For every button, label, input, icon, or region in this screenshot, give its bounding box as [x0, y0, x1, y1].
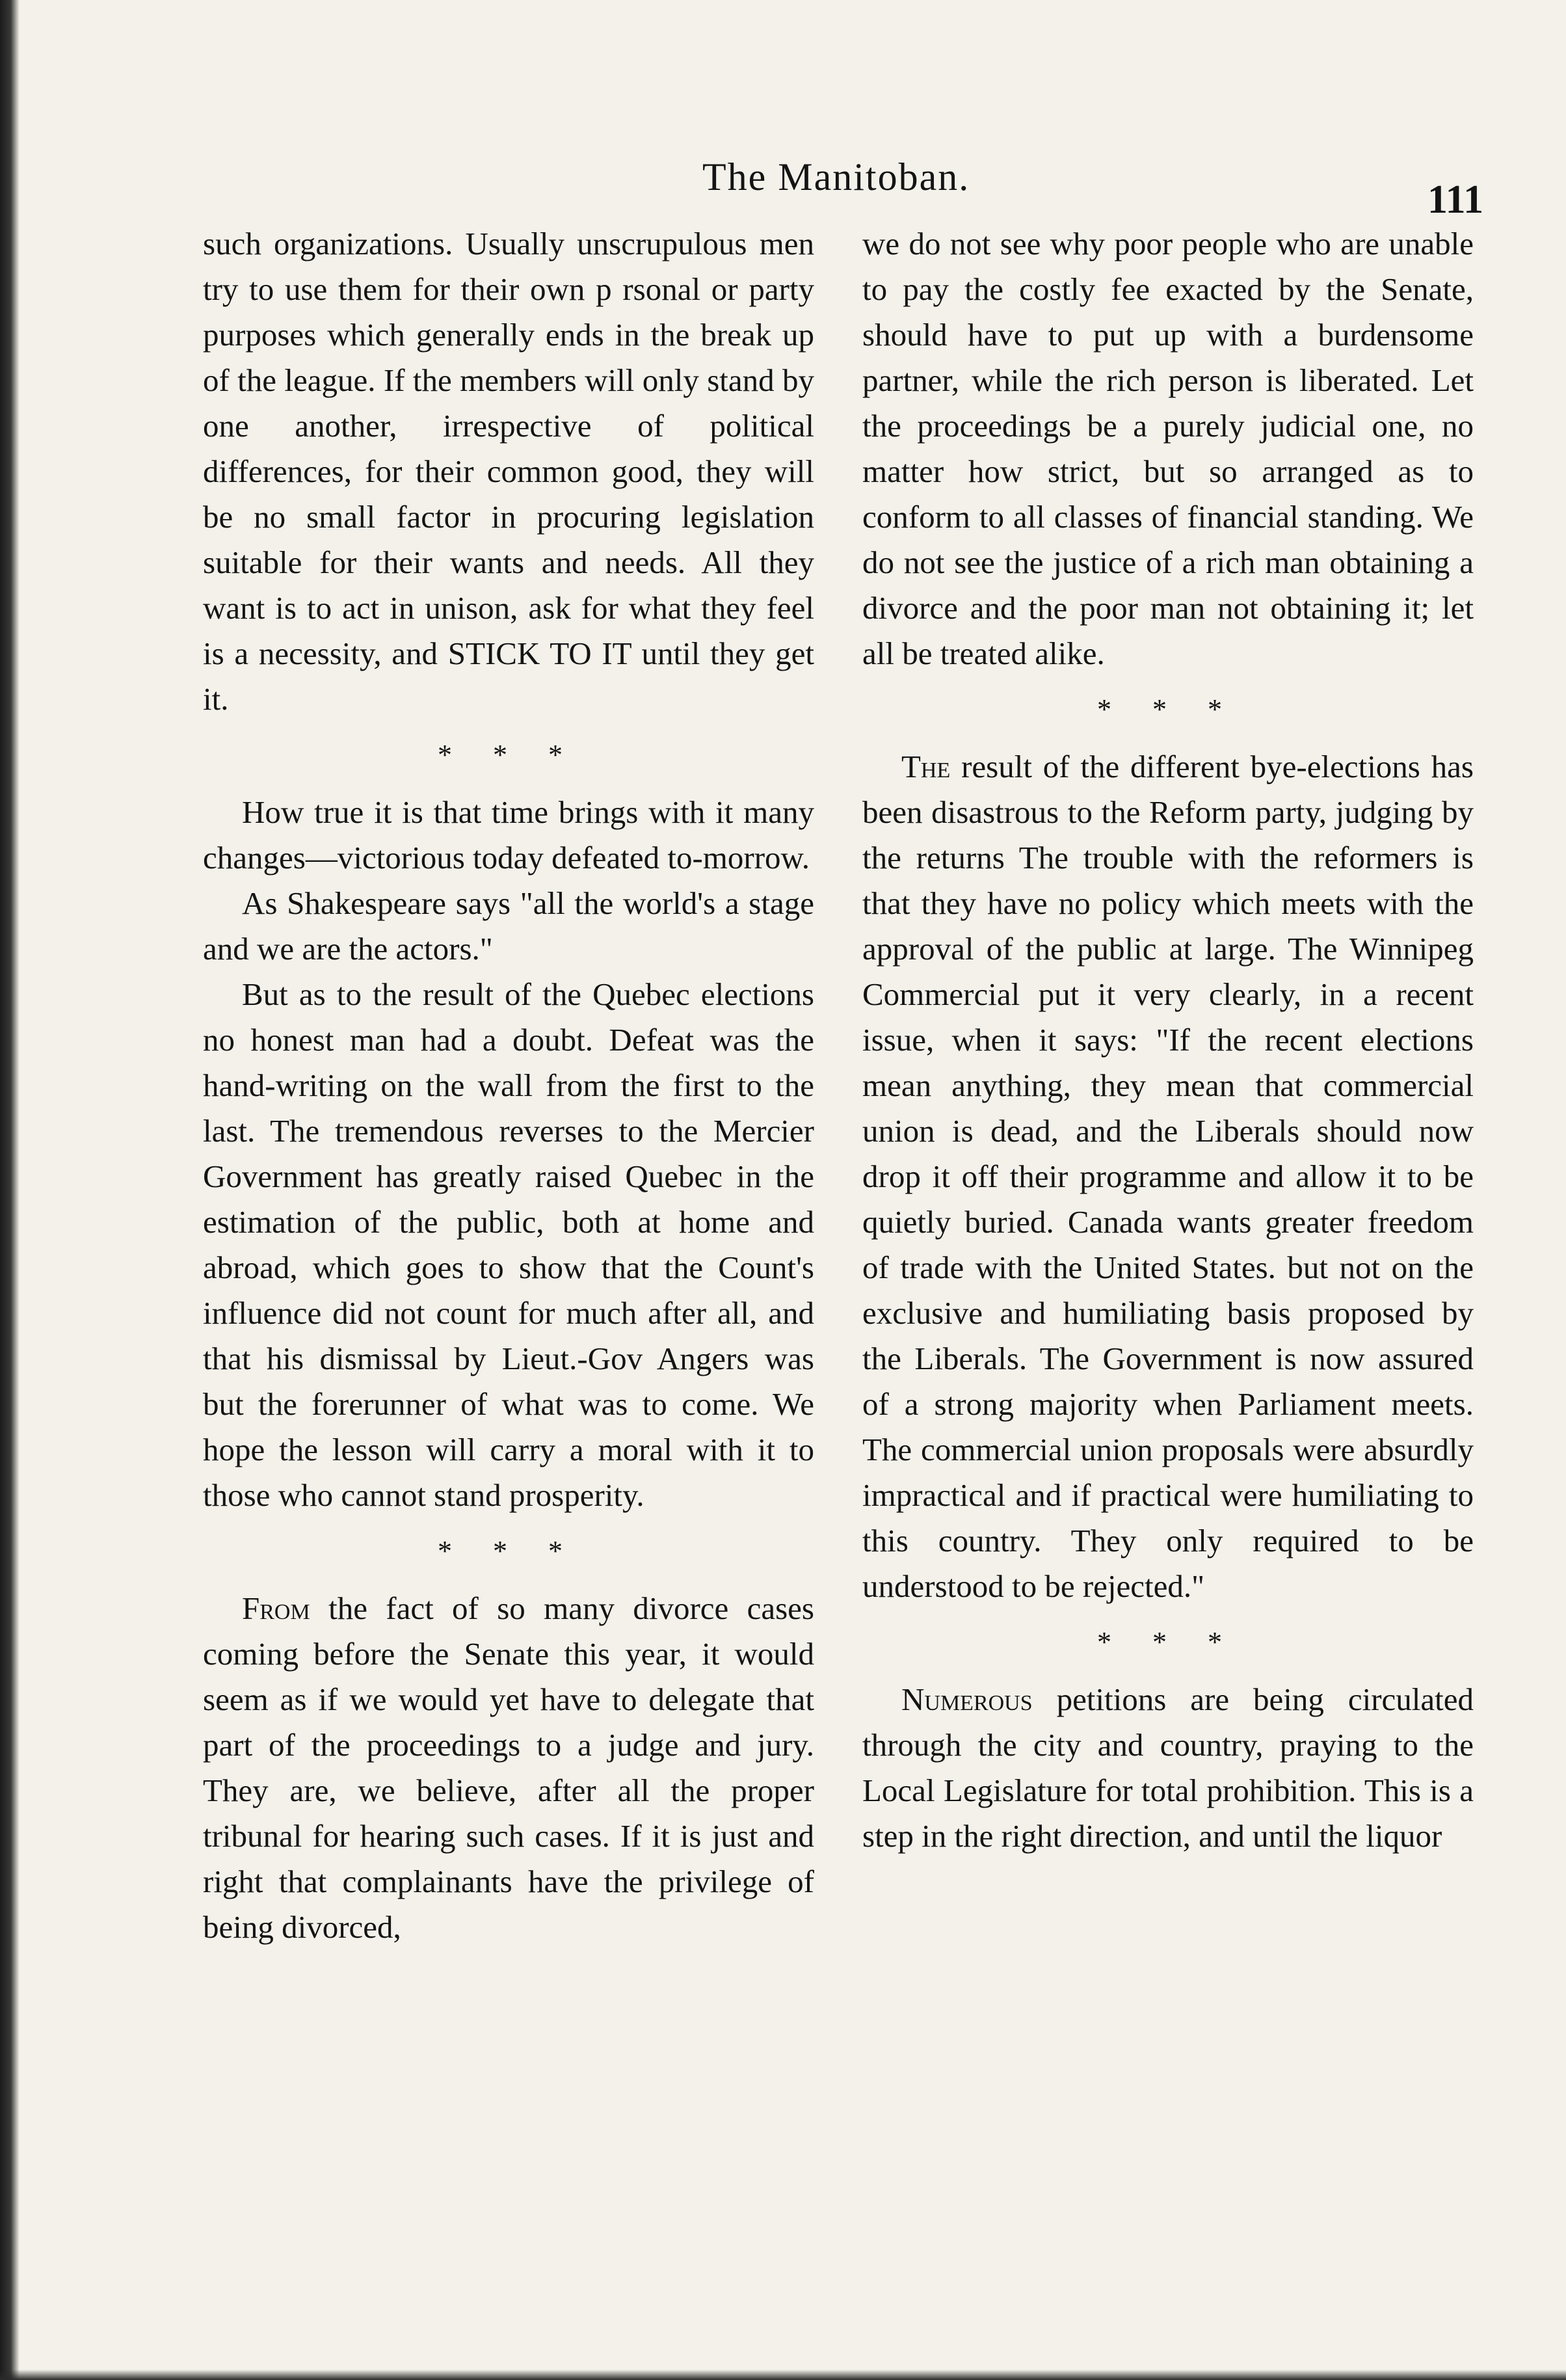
paragraph-prohibition: Numerous petitions are being circulated through the city and country, praying to the Local Legislature for total prohibition. This is a step in the right direction, and until the liquor: [862, 1681, 1474, 1854]
right-column: [862, 221, 1474, 1859]
scan-edge-bottom: [0, 2370, 1566, 2380]
paragraph-divorce-continued: we do not see why poor people who are unable to pay the costly fee exacted by the Senate, should have to put up with a burdensome partner, while the rich person is liberated. Let the proceedings be a purely judicial one, no matter how strict, but so arranged as to conform to all classes of financial standing. We do not see the justice of a rich man obtaining a divorce and the poor man not obtaining it; let all be treated alike.: [862, 226, 1474, 671]
lead-word: The: [901, 749, 951, 784]
scan-edge-left: [0, 0, 20, 2380]
paragraph-time-brings: How true it is that time brings with it many changes—victorious today defeated to-morrow.: [203, 794, 814, 876]
section-divider: * * *: [438, 1535, 579, 1567]
paragraph-bye-elections: The result of the different bye-elections has been disastrous to the Reform party, judging by the returns The trouble with the reformers is that they have no policy which meets with the approval of the public at large. The Winnipeg Commercial put it very clearly, in a recent issue, when it says: "If the recent elections mean anything, they mean that commercial union is dead, and the Liberals should now drop it off their programme and allow it to be quietly buried. Canada wants greater freedom of trade with the United States. but not on the exclusive and humiliating basis proposed by the Liberals. The Government is now assured of a strong majority when Parliament meets. The commercial union proposals were absurdly impractical and if practical were humiliating to this country. They only required to be understood to be rejected.": [862, 749, 1474, 1604]
section-divider: * * *: [1097, 693, 1239, 725]
page-number: 111: [1427, 178, 1484, 222]
paragraph-divorce: From the fact of so many divorce cases coming before the Senate this year, it would seem as if we would yet have to delegate that part of the proceedings to a judge and jury. They are, we believe, after all the proper tribunal for hearing such cases. If it is just and right that complainants have the privilege of being divorced,: [203, 1590, 815, 1945]
lead-word: Numerous: [901, 1681, 1033, 1717]
paragraph-quebec-elections: But as to the result of the Quebec elections no honest man had a doubt. Defeat was the hand-writing on the wall from the first to the last. The tremendous reverses to the Mercier Government has greatly raised Quebec in the estimation of the public, both at home and abroad, which goes to show that the Count's influence did not count for much after all, and that his dismissal by Lieut.-Gov Angers was but the forerunner of what was to come. We hope the lesson will carry a moral with it to those who cannot stand prosperity.: [203, 976, 814, 1513]
lead-word: From: [242, 1590, 310, 1626]
section-divider: * * *: [1097, 1626, 1239, 1658]
section-divider: * * *: [438, 739, 579, 771]
paragraph-shakespeare: As Shakespeare says "all the world's a stage and we are the actors.": [203, 885, 814, 967]
paragraph-organizations: such organizations. Usually unscrupulous men try to use them for their own p rsonal or party purposes which generally ends in the break up of the league. If the members will only stand by one another, irrespective of political differences, for their common good, they will be no small factor in procuring legislation suitable for their wants and needs. All they want is to act in unison, ask for what they feel is a necessity, and STICK TO IT until they get it.: [203, 226, 814, 717]
running-header-title: The Manitoban.: [702, 155, 970, 198]
left-column: [203, 221, 814, 1950]
